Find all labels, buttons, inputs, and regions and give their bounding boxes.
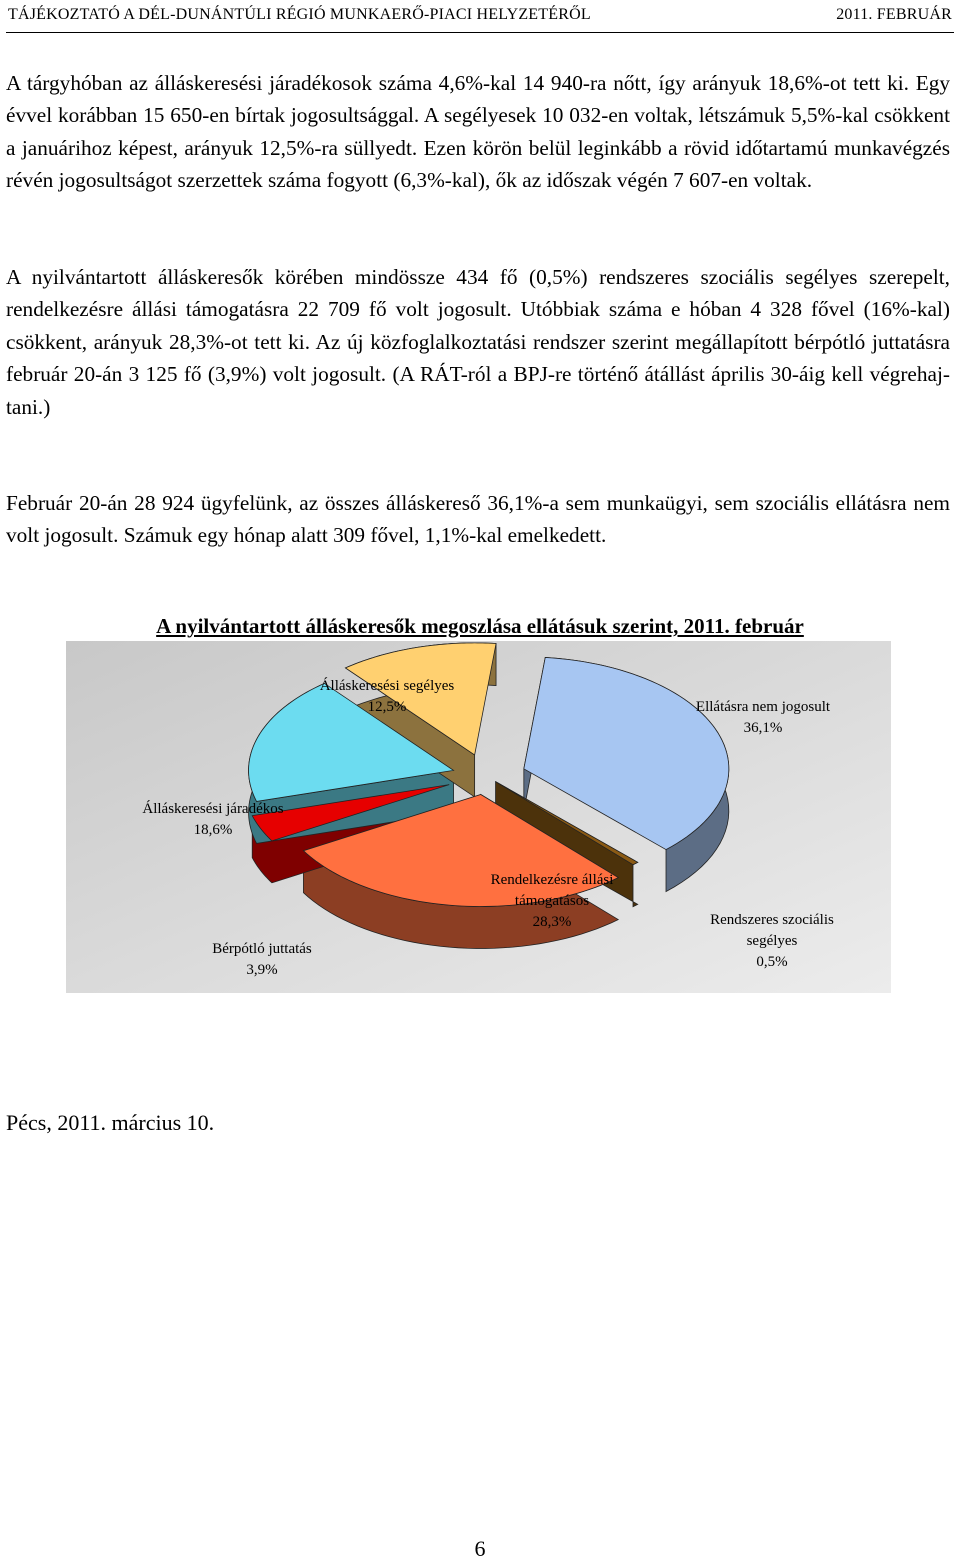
pie-label-line: segélyes bbox=[746, 933, 798, 949]
paragraph-not-eligible: Február 20-án 28 924 ügyfelünk, az összes álláskereső 36,1%-a sem munkaügyi, sem szociális ellátásra nem volt jogosult. Számuk egy hónap alatt 309 fővel, 1,1%-kal emelkedett. bbox=[6, 491, 950, 548]
paragraph-benefits: A tárgyhóban az álláskeresési járadékosok száma 4,6%-kal 14 940-ra nőtt, így arányuk 18,6%-ot tett ki. Egy évvel korábban 15 650-en bírtak jogosultsággal. A segélyesek 10 032-en voltak, létszámuk 5,5%-kal csökkent a januárihoz képest, arányuk 12,5%-ra süllyedt. Ezen körön belül leginkább a rövid időtartamú munkavégzés révén jogosultságot szerzettek száma fogyott (6,3%-kal), ők az időszak végén 7 607-en voltak. bbox=[6, 71, 950, 193]
pie-label-line: 3,9% bbox=[246, 962, 278, 978]
pie-label-line: Álláskeresési járadékos bbox=[142, 801, 284, 817]
pie-label-line: Rendelkezésre állási bbox=[490, 872, 614, 888]
report-title: TÁJÉKOZTATÓ A DÉL-DUNÁNTÚLI RÉGIÓ MUNKAERŐ-PIACI HELYZETÉRŐL bbox=[8, 6, 591, 23]
pie-label-line: 28,3% bbox=[532, 914, 572, 930]
pie-label-line: 12,5% bbox=[367, 699, 407, 715]
place-date: Pécs, 2011. március 10. bbox=[6, 1110, 215, 1135]
paragraph-social-aid: A nyilvántartott álláskeresők körében mindössze 434 fő (0,5%) rendszeres szociális segélyes szerepelt, rendelkezésre állási támogatásra 22 709 fő volt jogosult. Utóbbiak száma e hóban 4 328 fővel (16%-kal) csökkent, arányuk 28,3%-ot tett ki. Az új közfoglalkoztatási rendszer szerint megállapított bérpótló juttatásra február 20-án 3 125 fő (3,9%) volt jogosult. (A RÁT-ról a BPJ-re történő átállást április 30-áig kell végrehajtani.) bbox=[6, 265, 950, 419]
chart-title: A nyilvántartott álláskeresők megoszlása ellátásuk szerint, 2011. február bbox=[156, 614, 804, 638]
pie-label-line: Rendszeres szociális bbox=[710, 912, 834, 928]
pie-label-line: Ellátásra nem jogosult bbox=[695, 699, 831, 715]
page-number: 6 bbox=[474, 1536, 486, 1561]
pie-label-line: 0,5% bbox=[756, 954, 788, 970]
pie-chart bbox=[66, 641, 891, 993]
page-header bbox=[6, 4, 954, 33]
pie-label-line: támogatásos bbox=[514, 893, 590, 909]
report-period: 2011. FEBRUÁR bbox=[836, 6, 952, 23]
pie-label-line: 18,6% bbox=[193, 822, 233, 838]
pie-label-line: Bérpótló juttatás bbox=[212, 941, 312, 957]
pie-label-line: Álláskeresési segélyes bbox=[319, 678, 455, 694]
pie-label-line: 36,1% bbox=[743, 720, 783, 736]
